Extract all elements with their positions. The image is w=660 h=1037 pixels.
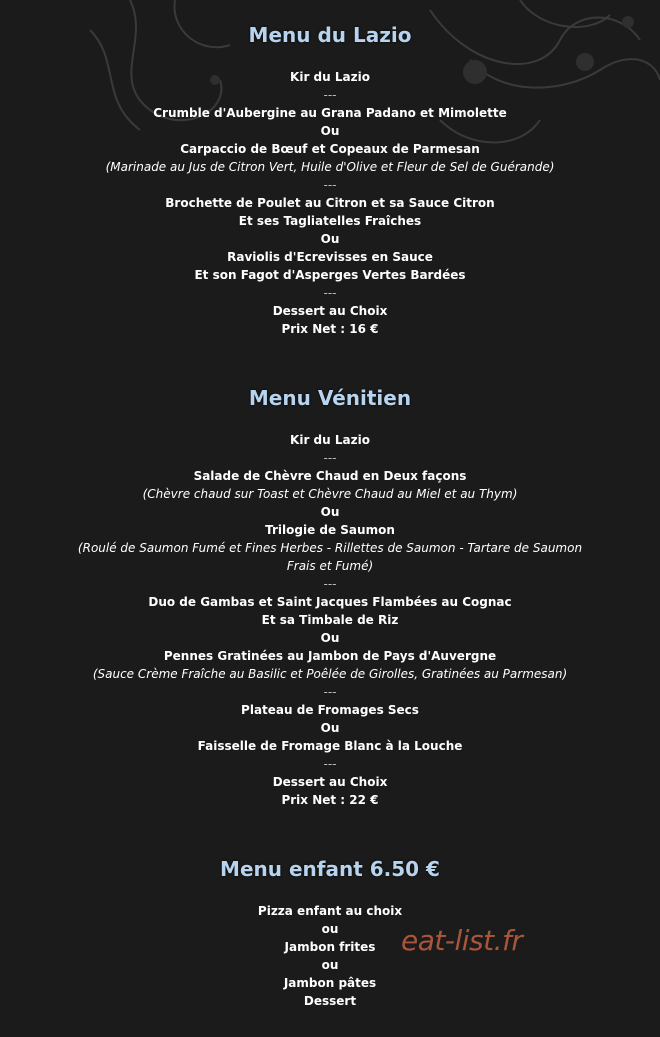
separator: ---	[323, 757, 337, 771]
menu-note: (Roulé de Saumon Fumé et Fines Herbes - Rillettes de Saumon - Tartare de Saumon Frais et Fumé)	[77, 541, 583, 573]
menu-title: Menu Vénitien	[248, 386, 412, 410]
menu-lazio-section	[0, 22, 660, 338]
menu-item: Et sa Timbale de Riz	[261, 613, 399, 627]
menu-item: Carpaccio de Bœuf et Copeaux de Parmesan	[180, 142, 480, 156]
separator: ---	[323, 451, 337, 465]
menu-item: Dessert au Choix	[272, 304, 388, 318]
menu-item: Raviolis d'Ecrevisses en Sauce	[227, 250, 433, 264]
menu-item: ou	[321, 958, 339, 972]
menu-items-list	[0, 431, 660, 809]
menu-item: Ou	[320, 232, 340, 246]
separator: ---	[323, 88, 337, 102]
menu-item: Jambon pâtes	[283, 976, 377, 990]
menu-item: Pennes Gratinées au Jambon de Pays d'Auvergne	[163, 649, 497, 663]
menu-items-list	[0, 902, 660, 1010]
price-line: Prix Net : 22 €	[281, 793, 379, 807]
menu-item: Duo de Gambas et Saint Jacques Flambées au Cognac	[148, 595, 512, 609]
menu-item: Kir du Lazio	[290, 70, 370, 84]
menu-item: Brochette de Poulet au Citron et sa Sauce Citron	[165, 196, 495, 210]
menu-item: Dessert au Choix	[272, 775, 388, 789]
menu-item: Pizza enfant au choix	[257, 904, 403, 918]
menu-item: Salade de Chèvre Chaud en Deux façons	[193, 469, 467, 483]
menu-item: Et son Fagot d'Asperges Vertes Bardées	[194, 268, 466, 282]
menu-item: Et ses Tagliatelles Fraîches	[238, 214, 422, 228]
menu-note: (Chèvre chaud sur Toast et Chèvre Chaud au Miel et au Thym)	[142, 487, 518, 501]
menu-item: Trilogie de Saumon	[265, 523, 395, 537]
menu-item: Faisselle de Fromage Blanc à la Louche	[197, 739, 463, 753]
price-line: Prix Net : 16 €	[281, 322, 379, 336]
menu-venitien-section	[0, 385, 660, 809]
menu-item: Crumble d'Aubergine au Grana Padano et Mimolette	[153, 106, 507, 120]
menu-item: Kir du Lazio	[290, 433, 370, 447]
menu-note: (Sauce Crème Fraîche au Basilic et Poêlée de Girolles, Gratinées au Parmesan)	[92, 667, 568, 681]
menu-item: Ou	[320, 721, 340, 735]
menu-item: Plateau de Fromages Secs	[241, 703, 419, 717]
separator: ---	[323, 286, 337, 300]
separator: ---	[323, 178, 337, 192]
menu-item: Ou	[320, 631, 340, 645]
menu-items-list	[0, 68, 660, 338]
menu-item: Ou	[320, 124, 340, 138]
watermark-logo: eat-list.fr	[401, 924, 523, 957]
menu-enfant-section	[0, 856, 660, 1010]
menu-item: Jambon frites	[284, 940, 376, 954]
menu-title: Menu du Lazio	[248, 23, 412, 47]
menu-item: Dessert	[303, 994, 357, 1008]
menu-item: ou	[321, 922, 339, 936]
separator: ---	[323, 685, 337, 699]
menu-item: Ou	[320, 505, 340, 519]
menu-title: Menu enfant 6.50 €	[220, 857, 440, 881]
separator: ---	[323, 577, 337, 591]
menu-note: (Marinade au Jus de Citron Vert, Huile d'Olive et Fleur de Sel de Guérande)	[105, 160, 555, 174]
